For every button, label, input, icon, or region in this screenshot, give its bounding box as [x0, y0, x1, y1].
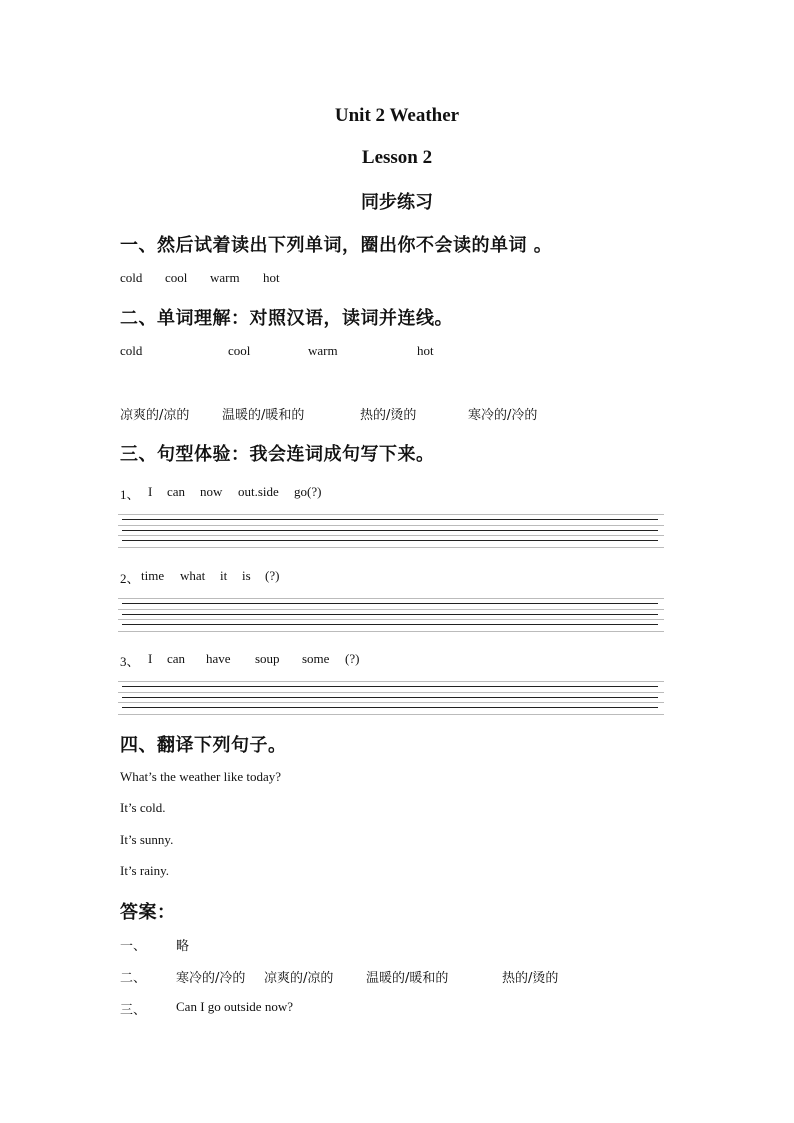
match-meaning: 温暖的/暖和的 — [222, 408, 305, 423]
scramble-word: (?) — [265, 568, 280, 583]
match-meaning: 寒冷的/冷的 — [468, 408, 538, 423]
scramble-word: go(?) — [294, 484, 322, 499]
word-item: hot — [263, 270, 280, 285]
scramble-word: soup — [255, 651, 280, 666]
section2-english-row — [120, 343, 520, 361]
match-meaning: 热的/烫的 — [360, 408, 417, 423]
section4-heading: 四、翻译下列句子。 — [120, 735, 287, 756]
scramble-word: is — [242, 568, 251, 583]
answer-3 — [120, 999, 420, 1017]
scramble-item-2 — [120, 568, 520, 586]
word-item: cool — [165, 270, 188, 285]
item-number: 2、 — [120, 571, 140, 586]
answer-item: 热的/烫的 — [502, 971, 559, 986]
scramble-word: I — [148, 484, 153, 499]
answer-item: 温暖的/暖和的 — [366, 971, 449, 986]
match-meaning: 凉爽的/凉的 — [120, 408, 190, 423]
translate-sentence: What’s the weather like today? — [120, 769, 281, 784]
match-word: cool — [228, 343, 251, 358]
translate-sentence: It’s sunny. — [120, 832, 174, 847]
writing-lines-3[interactable] — [122, 681, 658, 711]
section3-heading: 三、句型体验：我会连词成句写下来。 — [120, 444, 435, 465]
word-item: cold — [120, 270, 143, 285]
match-word: warm — [308, 343, 338, 358]
answer-1 — [120, 935, 420, 953]
scramble-word: now — [200, 484, 223, 499]
answer-number: 三、 — [120, 1003, 147, 1018]
answer-number: 二、 — [120, 971, 147, 986]
unit-title: Unit 2 Weather — [334, 105, 460, 126]
answer-text: 略 — [176, 939, 190, 954]
writing-lines-2[interactable] — [122, 598, 658, 628]
scramble-word: it — [220, 568, 228, 583]
item-number: 3、 — [120, 654, 140, 669]
section2-heading: 二、单词理解：对照汉语，读词并连线。 — [120, 308, 453, 329]
section1-heading: 一、然后试着读出下列单词，圈出你不会读的单词 。 — [120, 235, 553, 256]
section2-chinese-row — [120, 404, 560, 422]
translate-sentence: It’s rainy. — [120, 863, 169, 878]
word-item: warm — [210, 270, 240, 285]
answer-item: 寒冷的/冷的 — [176, 971, 246, 986]
answer-number: 一、 — [120, 939, 147, 954]
scramble-word: some — [302, 651, 330, 666]
scramble-word: can — [167, 651, 186, 666]
scramble-word: time — [141, 568, 165, 583]
translate-sentence: It’s cold. — [120, 800, 166, 815]
scramble-word: out.side — [238, 484, 279, 499]
section1-word-list — [120, 270, 520, 288]
answers-heading: 答案： — [120, 902, 176, 923]
scramble-item-3 — [120, 651, 520, 669]
scramble-word: what — [180, 568, 206, 583]
scramble-word: have — [206, 651, 231, 666]
writing-lines-1[interactable] — [122, 514, 658, 544]
scramble-word: (?) — [345, 651, 360, 666]
scramble-word: I — [148, 651, 153, 666]
match-word: hot — [417, 343, 434, 358]
item-number: 1、 — [120, 487, 140, 502]
answer-item: 凉爽的/凉的 — [264, 971, 334, 986]
lesson-title: Lesson 2 — [361, 147, 433, 168]
match-word: cold — [120, 343, 143, 358]
answer-2 — [120, 967, 580, 985]
subtitle: 同步练习 — [361, 192, 433, 213]
answer-text: Can I go outside now? — [176, 999, 293, 1014]
scramble-item-1 — [120, 484, 520, 502]
scramble-word: can — [167, 484, 186, 499]
